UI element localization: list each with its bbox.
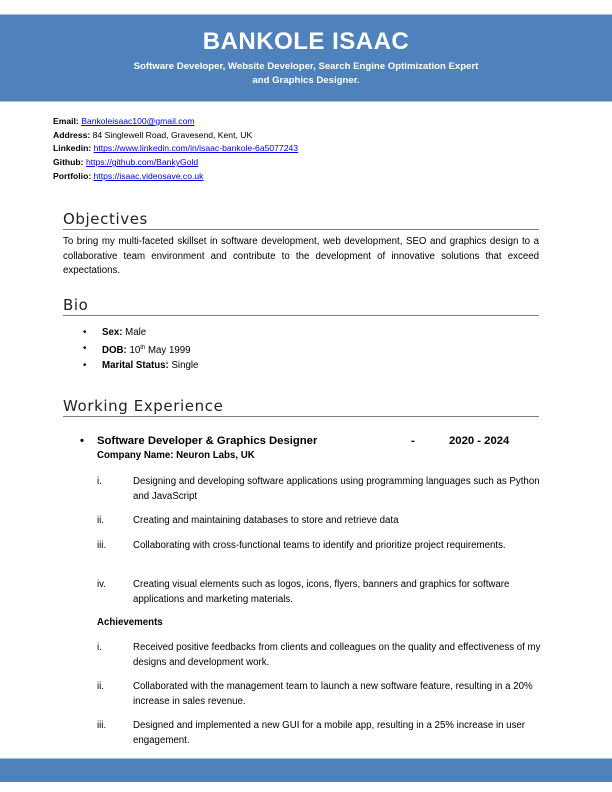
job-dash: - — [411, 435, 415, 447]
item-text: Designed and implemented a new GUI for a mobile app, resulting in a 25% increase in user engagement. — [133, 720, 526, 746]
job-entry — [80, 435, 560, 461]
marital-label: Marital Status: — [102, 360, 169, 372]
address-row — [53, 129, 298, 143]
achievement-item — [97, 719, 557, 748]
item-number: iii. — [97, 540, 107, 551]
bullet-icon: • — [80, 435, 84, 447]
duty-item — [97, 578, 557, 607]
email-link[interactable]: Bankoleisaac100@gmail.com — [81, 116, 195, 126]
email-label: Email: — [53, 116, 79, 126]
linkedin-label: Linkedin: — [53, 143, 92, 154]
experience-heading: Working Experience — [63, 397, 539, 417]
bio-marital — [83, 358, 198, 374]
job-title-row — [80, 435, 560, 447]
marital-value: Single — [171, 360, 199, 372]
job-title: Software Developer & Graphics Designer — [97, 435, 318, 447]
dob-day: 10 — [129, 344, 141, 356]
item-number: ii. — [97, 681, 104, 692]
dob-rest: May 1999 — [147, 344, 191, 356]
github-row — [53, 156, 298, 170]
bio-heading: Bio — [63, 296, 539, 316]
item-text: Designing and developing software applications using programming languages such as Python and JavaScript — [133, 476, 540, 502]
achievement-item — [97, 680, 557, 709]
portfolio-label: Portfolio: — [53, 170, 92, 181]
item-number: iv. — [97, 579, 106, 590]
github-link[interactable]: https://github.com/BankyGold — [85, 157, 199, 168]
address-value: 84 Singlewell Road, Gravesend, Kent, UK — [92, 129, 253, 140]
item-text: Collaborating with cross-functional teams to identify and prioritize project requirements. — [133, 540, 506, 551]
duty-item — [97, 539, 557, 554]
bio-list — [83, 325, 198, 374]
item-number: iii. — [97, 720, 107, 731]
bio-dob — [83, 341, 198, 359]
item-number: i. — [97, 476, 102, 487]
item-text: Received positive feedbacks from clients and colleagues on the quality and effectiveness of my designs and development work. — [133, 642, 541, 668]
company-name: Company Name: Neuron Labs, UK — [97, 450, 255, 461]
github-label: Github: — [53, 157, 84, 168]
dob-suffix: th — [140, 344, 146, 351]
portfolio-row — [53, 170, 298, 184]
candidate-name: BANKOLE ISAAC — [202, 28, 410, 55]
subtitle-line: Software Developer, Website Developer, Search Engine Optimization Expert — [133, 61, 479, 72]
sex-value: Male — [125, 327, 147, 338]
linkedin-row — [53, 142, 298, 156]
contact-info — [53, 115, 298, 184]
achievement-item — [97, 641, 557, 670]
item-number: ii. — [97, 515, 104, 526]
bio-sex — [83, 325, 198, 341]
candidate-subtitle — [0, 60, 612, 88]
duty-item — [97, 514, 557, 529]
sex-label: Sex: — [102, 327, 123, 338]
objectives-text: To bring my multi-faceted skillset in software development, web development, SEO and graphics design to a collaborative team environment and contribute to the development of innovative solutions that exceed expectations. — [63, 236, 539, 276]
email-row — [53, 115, 298, 129]
portfolio-link[interactable]: https://isaac.videosave.co.uk — [93, 170, 204, 181]
item-text: Creating visual elements such as logos, icons, flyers, banners and graphics for software applications and marketing materials. — [133, 579, 510, 605]
duty-item — [97, 475, 557, 504]
address-label: Address: — [53, 129, 91, 140]
item-number: i. — [97, 642, 102, 653]
subtitle-line: and Graphics Designer. — [252, 75, 360, 86]
header-banner — [0, 14, 612, 102]
achievements-heading: Achievements — [97, 617, 163, 628]
footer-banner — [0, 758, 612, 782]
item-text: Creating and maintaining databases to store and retrieve data — [133, 515, 399, 526]
item-text: Collaborated with the management team to launch a new software feature, resulting in a 20% increase in sales revenue. — [133, 681, 533, 707]
linkedin-link[interactable]: https://www.linkedin.com/in/isaac-bankole-6a5077243 — [93, 143, 299, 154]
dob-label: DOB: — [102, 344, 127, 356]
objectives-heading: Objectives — [63, 210, 539, 230]
job-years: 2020 - 2024 — [449, 435, 510, 447]
